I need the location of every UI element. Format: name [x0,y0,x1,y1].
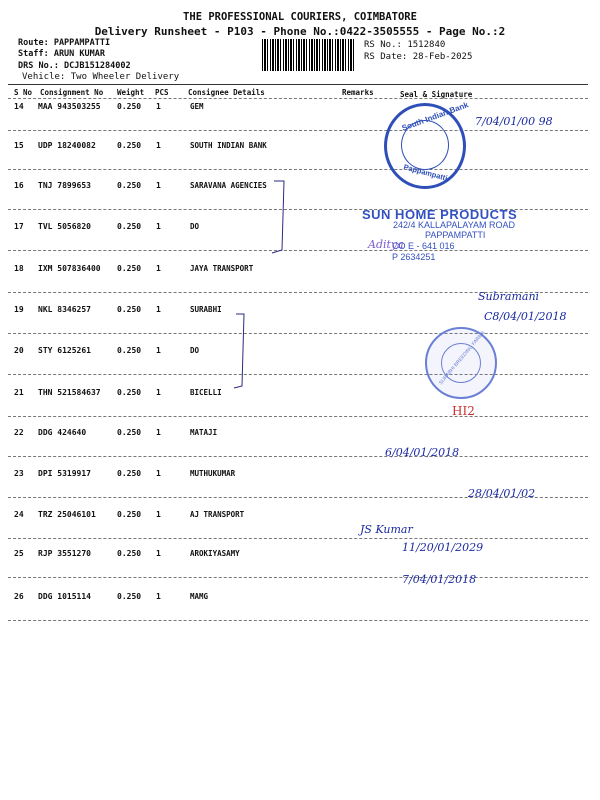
row-weight: 0.250 [117,264,142,273]
row-pcs: 1 [156,510,161,519]
sun-home-stamp-name: SUN HOME PRODUCTS [362,207,518,222]
sun-home-stamp-line2: PAPPAMPATTI [425,230,486,240]
row-sno: 16 [14,181,24,190]
drs-label: DRS No.: DCJB151284002 [18,61,131,71]
row-consignment-no: NKL 8346257 [38,305,91,314]
col-remarks: Remarks [342,88,374,97]
row-weight: 0.250 [117,181,142,190]
row-consignment-no: UDP 18240082 [38,141,96,150]
row-consignee: GEM [190,102,204,111]
row-pcs: 1 [156,222,161,231]
bank-seal-top-text: South Indian Bank [400,100,470,133]
row-sno: 18 [14,264,24,273]
row-sno: 20 [14,346,24,355]
row-weight: 0.250 [117,549,142,558]
rs-date: RS Date: 28-Feb-2025 [364,52,473,62]
row-sno: 26 [14,592,24,601]
row-consignment-no: DDG 424640 [38,428,87,437]
row-consignee: MUTHUKUMAR [190,469,236,478]
signature-row-17: Aditya [368,238,404,251]
row-pcs: 1 [156,264,161,273]
signature-row-19-name: Subramani [478,290,540,303]
bracket-19-20 [232,310,252,392]
row-sno: 21 [14,388,24,397]
remark-row-21: HI2 [452,404,475,418]
signature-row-25: 7/04/01/2018 [402,573,477,586]
signature-row-14: 7/04/01/00 98 [475,115,553,128]
row-pcs: 1 [156,469,161,478]
row-weight: 0.250 [117,305,142,314]
row-pcs: 1 [156,181,161,190]
row-consignment-no: DPI 5319917 [38,469,91,478]
row-weight: 0.250 [117,346,142,355]
row-consignee: AROKIYASAMY [190,549,240,558]
row-consignment-no: MAA 943503255 [38,102,101,111]
row-consignment-no: TVL 5056820 [38,222,91,231]
surabhi-seal-text: SURABHI BREEDING FARMS [437,329,487,387]
row-consignee: AJ TRANSPORT [190,510,245,519]
row-consignment-no: THN 521584637 [38,388,101,397]
row-consignee: DO [190,222,200,231]
row-sno: 25 [14,549,24,558]
row-pcs: 1 [156,549,161,558]
row-pcs: 1 [156,141,161,150]
row-sno: 17 [14,222,24,231]
row-pcs: 1 [156,428,161,437]
barcode [262,39,355,71]
row-consignee: MATAJI [190,428,218,437]
row-sno: 22 [14,428,24,437]
row-weight: 0.250 [117,102,142,111]
row-divider [8,577,588,578]
row-sno: 14 [14,102,24,111]
sun-home-stamp-line1: 242/4 KALLAPALAYAM ROAD [393,220,516,230]
row-pcs: 1 [156,388,161,397]
row-consignee: SOUTH INDIAN BANK [190,141,267,150]
col-weight: Weight [117,88,145,97]
signature-row-23: 28/04/01/02 [468,487,536,500]
row-consignment-no: TRZ 25046101 [38,510,96,519]
row-consignment-no: IXM 507836400 [38,264,101,273]
row-consignee: DO [190,346,200,355]
rs-number: RS No.: 1512840 [364,40,446,50]
row-divider [8,374,588,375]
row-consignment-no: DDG 1015114 [38,592,91,601]
row-sno: 15 [14,141,24,150]
row-divider [8,333,588,334]
row-consignee: SURABHI [190,305,222,314]
col-sno: S No [14,88,33,97]
bracket-16-17 [270,175,290,255]
row-pcs: 1 [156,102,161,111]
row-weight: 0.250 [117,141,142,150]
row-divider [8,456,588,457]
row-consignment-no: TNJ 7899653 [38,181,91,190]
row-divider [8,416,588,417]
row-consignee: MAMG [190,592,209,601]
row-weight: 0.250 [117,222,142,231]
row-consignment-no: RJP 3551270 [38,549,91,558]
col-consignee: Consignee Details [188,88,265,97]
signature-row-22: 6/04/01/2018 [385,446,460,459]
row-divider [8,130,588,131]
signature-row-24: JS Kumar [360,523,413,536]
row-sno: 19 [14,305,24,314]
row-weight: 0.250 [117,428,142,437]
staff-label: Staff: ARUN KUMAR [18,49,105,59]
document-subtitle: Delivery Runsheet - P103 - Phone No.:0422-3505555 - Page No.:2 [94,25,506,38]
row-pcs: 1 [156,305,161,314]
row-consignee: SARAVANA AGENCIES [190,181,267,190]
row-weight: 0.250 [117,510,142,519]
sun-home-stamp-line3: CO E - 641 016 [392,241,455,251]
col-consignment: Consignment No [40,88,104,97]
row-pcs: 1 [156,346,161,355]
row-consignment-no: STY 6125261 [38,346,91,355]
row-sno: 24 [14,510,24,519]
row-divider [8,169,588,170]
document-title: THE PROFESSIONAL COURIERS, COIMBATORE [183,11,417,23]
vehicle-label: Vehicle: Two Wheeler Delivery [22,72,180,82]
row-weight: 0.250 [117,388,142,397]
col-pcs: PCS [155,88,169,97]
row-weight: 0.250 [117,592,142,601]
route-label: Route: PAPPAMPATTI [18,38,111,48]
row-divider [8,250,588,251]
row-divider [8,620,588,621]
row-sno: 23 [14,469,24,478]
col-seal: Seal & Signature [400,90,473,99]
header-rule [8,84,588,85]
signature-row-24-date: 11/20/01/2029 [402,541,484,554]
row-weight: 0.250 [117,469,142,478]
bank-seal-bottom-text: Pappampatti [402,162,449,183]
row-divider [8,538,588,539]
signature-row-19-date: C8/04/01/2018 [484,310,567,323]
row-consignee: BICELLI [190,388,222,397]
sun-home-stamp-line4: P 2634251 [392,252,436,262]
row-consignee: JAYA TRANSPORT [190,264,254,273]
column-header-rule [8,98,588,99]
row-pcs: 1 [156,592,161,601]
